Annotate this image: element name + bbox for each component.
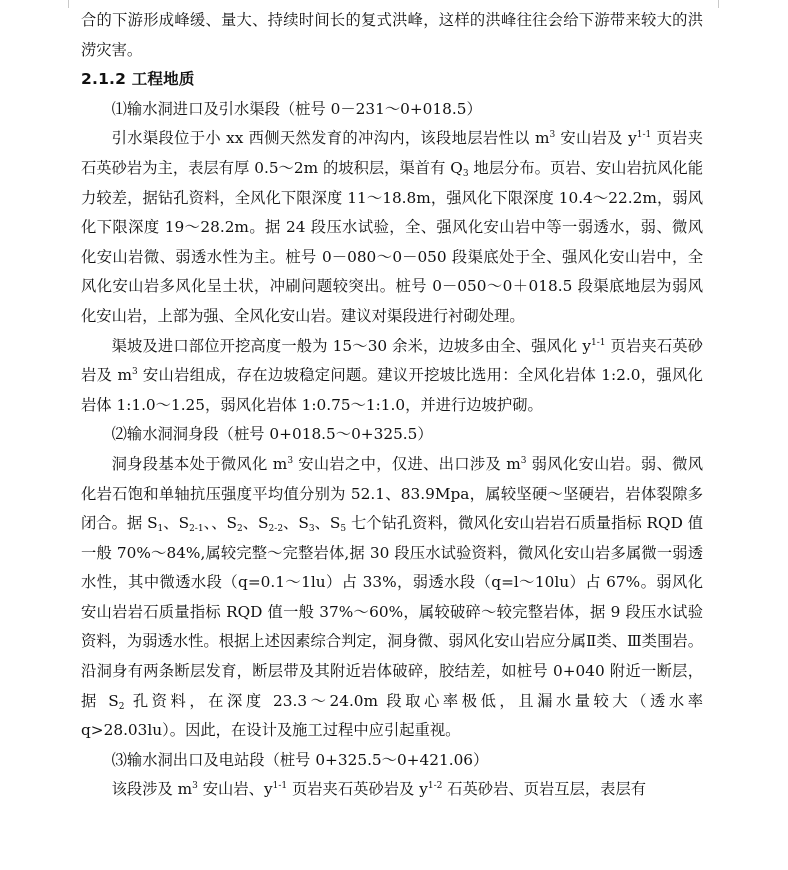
paragraph-outlet-station: 该段涉及 $m^3$ 安山岩、$y^{1-1}$ 页岩夹石英砂岩及 $y^{1-2}$ 石英砂岩、页岩互层，表层有 [111, 780, 647, 799]
paragraph-tunnel-body: 洞身段基本处于微风化 $m^3$ 安山岩之中，仅进、出口涉及 $m^3$ 弱风化安山岩。弱、微风化岩石饱和单轴抗压强度平均值分别为 52.1、83.9Mpa，属较坚硬～坚硬岩，岩体裂隙多闭合。据 $S_1$、$S_{2-1}$、、$S_2$、$S_{2-2}$、$S_3$、$S_5$ 七个钻孔资料，微风化安山岩岩石质量指标 RQD 值一般 70%～84%,属较完整～完整岩体,据 30 段压水试验资料，微风化安山岩多属微一弱透水性，其中微透水段（q=0.1～1lu）占 33%，弱透水段（q=l～10lu）占 67%。弱风化安山岩岩石质量指标 RQD 值一般 37%～60%，属较破碎～较完整岩体，据 9 段压水试验资料，为弱透水性。根据上述因素综合判定，洞身微、弱风化安山岩应分属Ⅱ类、Ⅲ类围岩。沿洞身有两条断层发育，断层带及其附近岩体破碎，胶结差，如桩号 0+040 附近一断层，据 $S_2$ 孔资料，在深度 23.3～24.0m 段取心率极低，且漏水量较大（透水率 q>28.03lu）。因此，在设计及施工过程中应引起重视。 [81, 454, 704, 740]
subsection-outlet-station: ⑶输水洞出口及电站段（桩号 0+325.5～0+421.06） [111, 750, 489, 769]
document-page [81, 6, 703, 805]
paragraph-continuation: 合的下游形成峰缓、量大、持续时间长的复式洪峰，这样的洪峰往往会给下游带来较大的洪涝灾害。 [81, 11, 703, 59]
subsection-intake: ⑴输水洞进口及引水渠段（桩号 0－231～0+018.5） [111, 99, 482, 118]
margin-corner-mark-right [718, 0, 729, 8]
margin-corner-mark-left [58, 0, 69, 8]
paragraph-intake-channel: 引水渠段位于小 xx 西侧天然发育的冲沟内，该段地层岩性以 $m^3$ 安山岩及 $y^{1-1}$ 页岩夹石英砂岩为主，表层有厚 0.5～2m 的坡积层，渠首有 $Q_3$ 地层分布。页岩、安山岩抗风化能力较差，据钻孔资料，全风化下限深度 11～18.8m，强风化下限深度 10.4～22.2m，弱风化下限深度 19～28.2m。据 24 段压水试验，全、强风化安山岩中等一弱透水，弱、微风化安山岩微、弱透水性为主。桩号 0－080～0－050 段渠底处于全、强风化安山岩中，全风化安山岩多风化呈土状，冲刷问题较突出。桩号 0－050～0＋018.5 段渠底地层为弱风化安山岩，上部为强、全风化安山岩。建议对渠段进行衬砌处理。 [81, 129, 703, 325]
subsection-tunnel-body: ⑵输水洞洞身段（桩号 0+018.5～0+325.5） [111, 425, 433, 444]
section-heading: 2.1.2 工程地质 [81, 70, 195, 89]
paragraph-slope-excavation: 渠坡及进口部位开挖高度一般为 15～30 余米，边坡多由全、强风化 $y^{1-1}$ 页岩夹石英砂岩及 $m^3$ 安山岩组成，存在边坡稳定问题。建议开挖坡比选用：全风化岩体 1:2.0，强风化岩体 1:1.0～1.25，弱风化岩体 1:0.75～1:1.0，并进行边坡护砌。 [81, 336, 703, 414]
